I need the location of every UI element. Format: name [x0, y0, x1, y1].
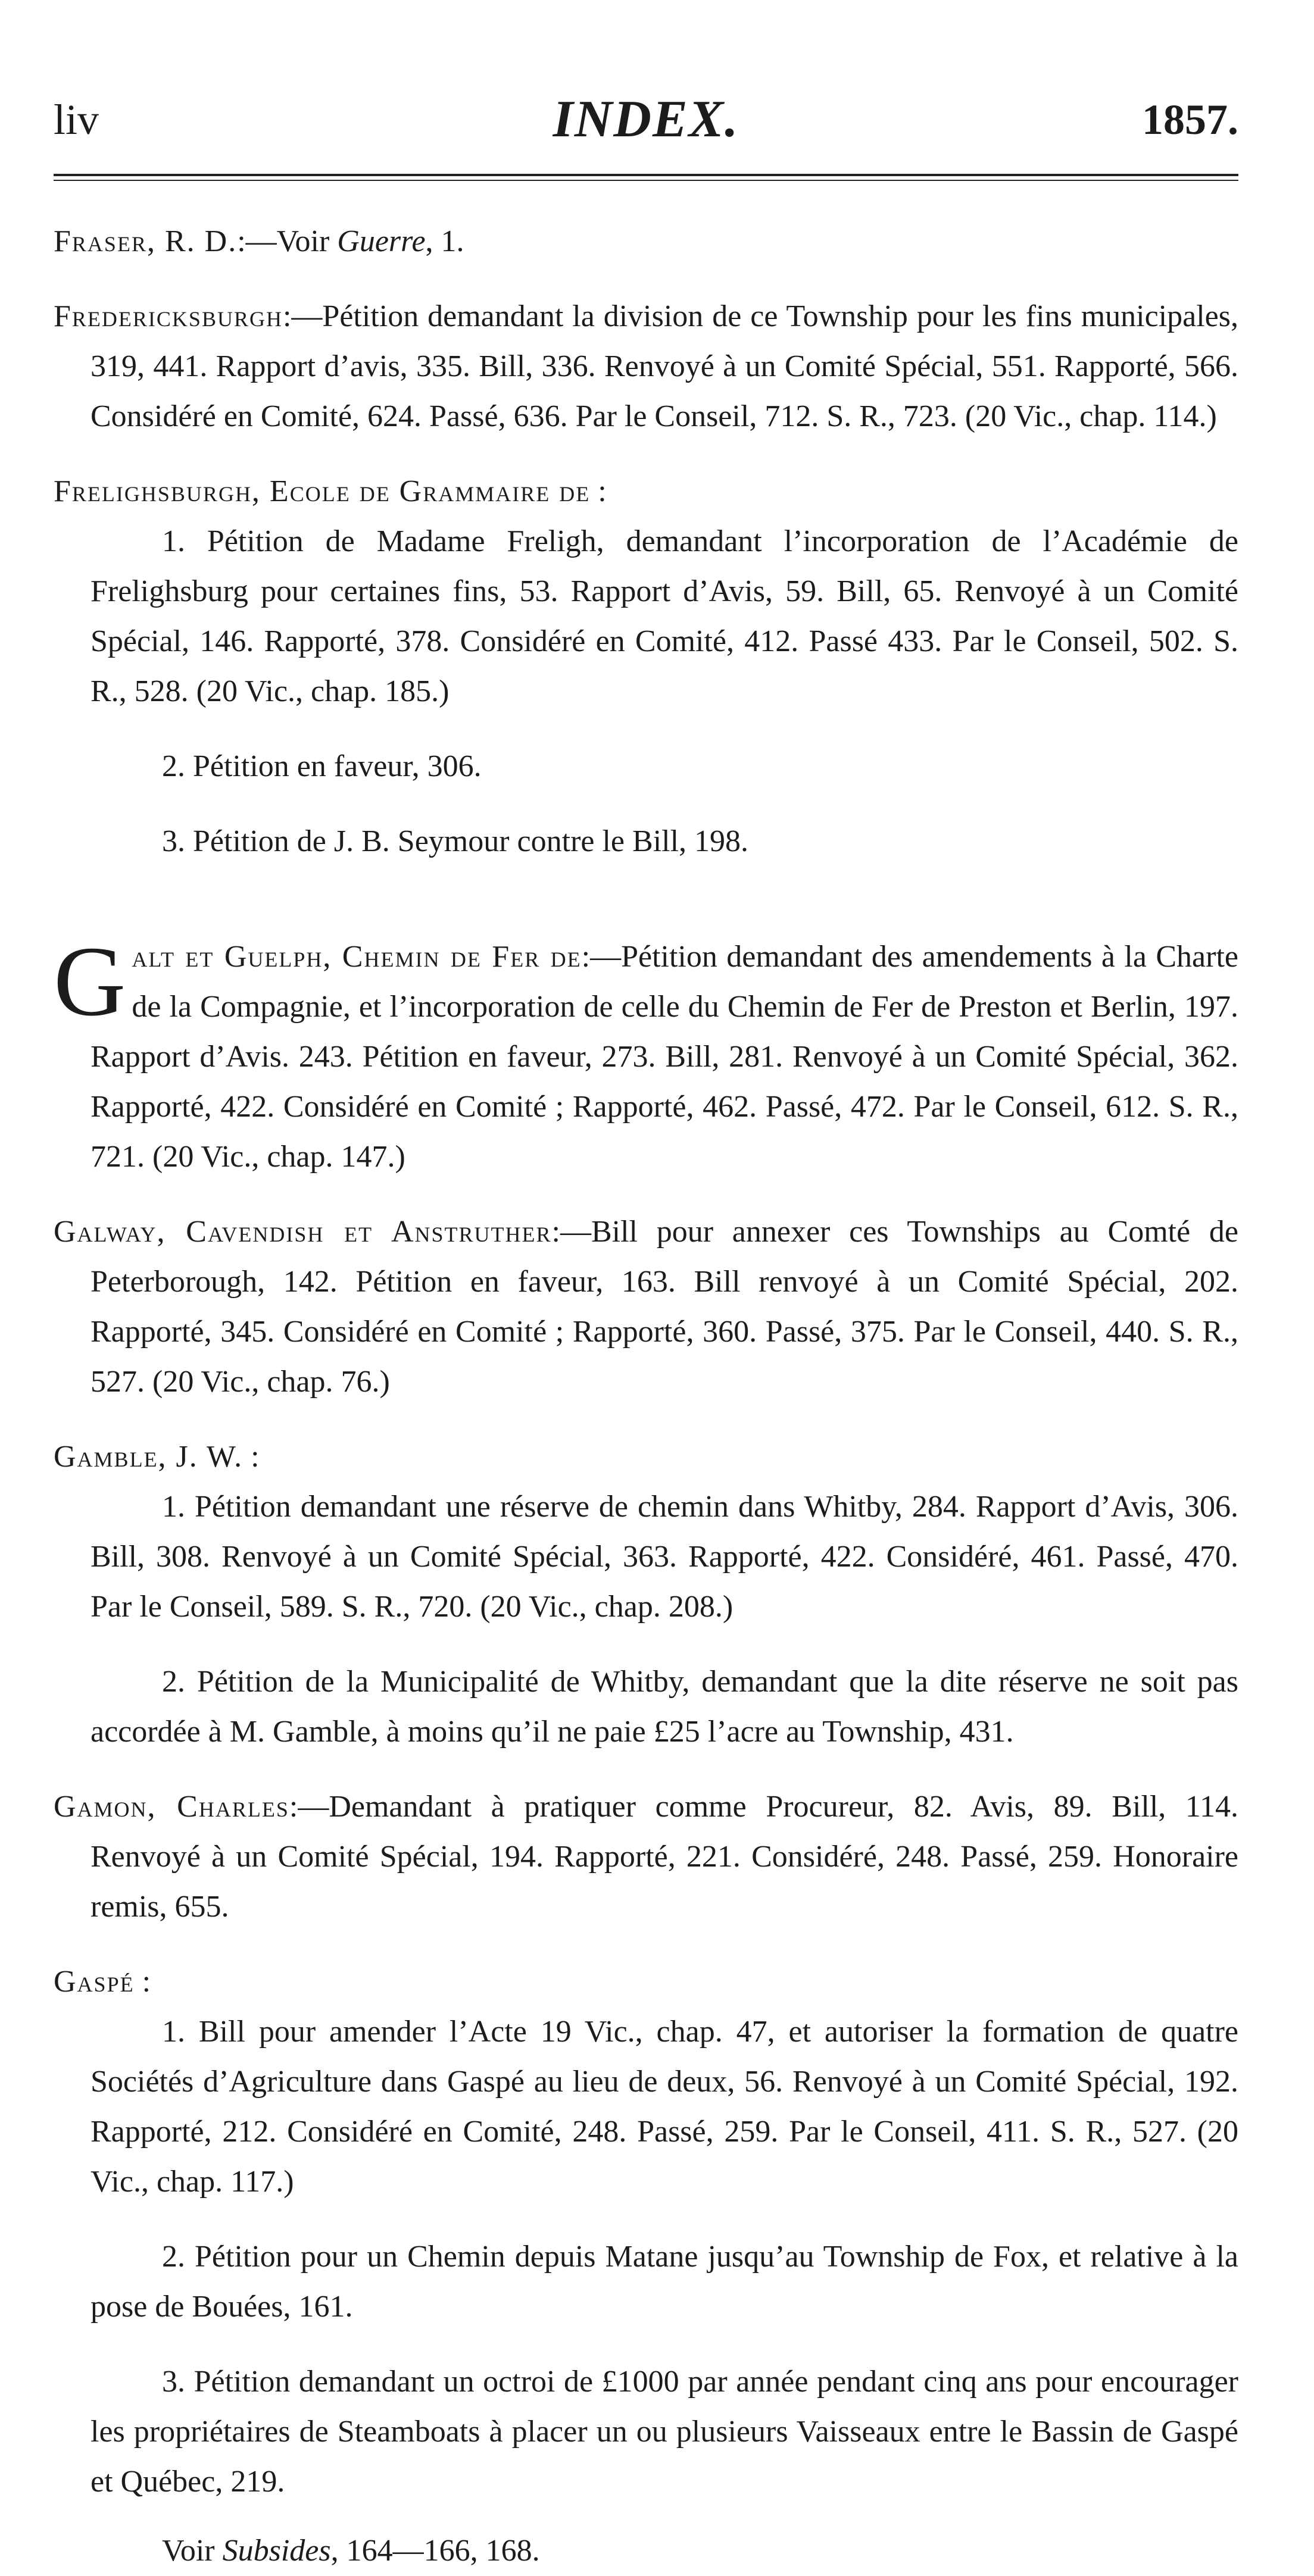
entry-heading-colon: : — [590, 474, 607, 508]
entry-text: :—Pétition demandant des amendements à la Charte de la Compagnie, et l’incorporation de celle du Chemin de Fer de Preston et Berlin, 197. Rapport d’Avis. 243. Pétition en faveur, 273. Bill, 281. Renvoyé à un Comité Spécial, 362. Rapporté, 422. Considéré en Comité ; Rapporté, 462. Passé, 472. Par le Conseil, 612. S. R., 721. (20 Vic., chap. 147.) — [90, 940, 1238, 1174]
entry-heading: Frelighsburgh, Ecole de Grammaire de — [54, 474, 591, 508]
see-also-reference — [54, 2526, 1238, 2576]
entry-heading: Gaspé — [54, 1965, 135, 1999]
sub-entry: 2. Pétition de la Municipalité de Whitby, demandant que la dite réserve ne soit pas accordée à M. Gamble, à moins qu’il ne paie £25 l’acre au Township, 431. — [90, 1665, 1238, 1749]
entry-heading: Fredericksburgh — [54, 299, 283, 333]
header-rule-thin — [54, 180, 1238, 181]
index-entry-gamble — [54, 1432, 1238, 1482]
entry-text: :—Pétition demandant la division de ce Township pour les fins municipales, 319, 441. Rapport d’avis, 335. Bill, 336. Renvoyé à un Comité Spécial, 551. Rapporté, 566. Considéré en Comité, 624. Passé, 636. Par le Conseil, 712. S. R., 723. (20 Vic., chap. 114.) — [90, 299, 1238, 433]
index-entry-frelighsburgh — [54, 467, 1238, 517]
sub-entry: 3. Pétition de J. B. Seymour contre le Bill, 198. — [162, 824, 749, 858]
sub-entry: 1. Pétition de Madame Freligh, demandant l’incorporation de l’Académie de Frelighsburg pour certaines fins, 53. Rapport d’Avis, 59. Bill, 65. Renvoyé à un Comité Spécial, 146. Rapporté, 378. Considéré en Comité, 412. Passé 433. Par le Conseil, 502. S. R., 528. (20 Vic., chap. 185.) — [90, 524, 1238, 708]
entry-text: , 1. — [425, 224, 464, 258]
index-entry-galway — [54, 1207, 1238, 1407]
drop-cap-letter: G — [54, 926, 126, 1037]
index-entry-gamon — [54, 1782, 1238, 1932]
page-year: 1857. — [1142, 96, 1238, 143]
entry-heading: Galway, Cavendish et Anstruther — [54, 1215, 552, 1249]
page-header — [54, 77, 1238, 148]
entry-heading: alt et Guelph, Chemin de Fer de — [132, 940, 582, 974]
entry-heading: Gamble, J. W. — [54, 1440, 244, 1474]
entry-heading: Fraser, R. D. — [54, 224, 238, 258]
page-title: INDEX. — [553, 90, 739, 148]
header-rule-thick — [54, 174, 1238, 176]
entry-cross-reference: Subsides — [222, 2534, 331, 2568]
sub-entry: 2. Pétition en faveur, 306. — [162, 749, 482, 783]
index-entry-galt — [54, 926, 1238, 1182]
entry-text: :—Bill pour annexer ces Townships au Comté de Peterborough, 142. Pétition en faveur, 163. Bill renvoyé à un Comité Spécial, 202. Rapporté, 345. Considéré en Comité ; Rapporté, 360. Passé, 375. Par le Conseil, 440. S. R., 527. (20 Vic., chap. 76.) — [90, 1215, 1238, 1399]
sub-entry: 2. Pétition pour un Chemin depuis Matane jusqu’au Township de Fox, et relative à la pose de Bouées, 161. — [90, 2240, 1238, 2324]
index-entry-fraser — [54, 217, 1238, 267]
index-entry-gaspe — [54, 1957, 1238, 2007]
entry-text: :—Voir — [237, 224, 338, 258]
entry-cross-reference: Guerre — [337, 224, 426, 258]
entry-heading: Gamon, Charles — [54, 1790, 289, 1824]
entry-heading-colon: : — [134, 1965, 151, 1999]
entry-text: :—Demandant à pratiquer comme Procureur, 82. Avis, 89. Bill, 114. Renvoyé à un Comité Spécial, 194. Rapporté, 221. Considéré, 248. Passé, 259. Honoraire remis, 655. — [90, 1790, 1238, 1924]
index-page — [54, 77, 1238, 2576]
index-entry-fredericksburgh — [54, 292, 1238, 442]
sub-entry: 1. Bill pour amender l’Acte 19 Vic., chap. 47, et autoriser la formation de quatre Sociétés d’Agriculture dans Gaspé au lieu de deux, 56. Renvoyé à un Comité Spécial, 192. Rapporté, 212. Considéré en Comité, 248. Passé, 259. Par le Conseil, 411. S. R., 527. (20 Vic., chap. 117.) — [90, 2015, 1238, 2199]
see-also-label: Voir — [162, 2534, 223, 2568]
sub-entry: 1. Pétition demandant une réserve de chemin dans Whitby, 284. Rapport d’Avis, 306. Bill, 308. Renvoyé à un Comité Spécial, 363. Rapporté, 422. Considéré, 461. Passé, 470. Par le Conseil, 589. S. R., 720. (20 Vic., chap. 208.) — [90, 1490, 1238, 1624]
page-number: liv — [54, 96, 99, 143]
sub-entry: 3. Pétition demandant un octroi de £1000 par année pendant cinq ans pour encourager les propriétaires de Steamboats à placer un ou plusieurs Vaisseaux entre le Bassin de Gaspé et Québec, 219. — [90, 2365, 1238, 2499]
see-also-pages: , 164—166, 168. — [330, 2534, 540, 2568]
entry-heading-colon: : — [243, 1440, 260, 1474]
